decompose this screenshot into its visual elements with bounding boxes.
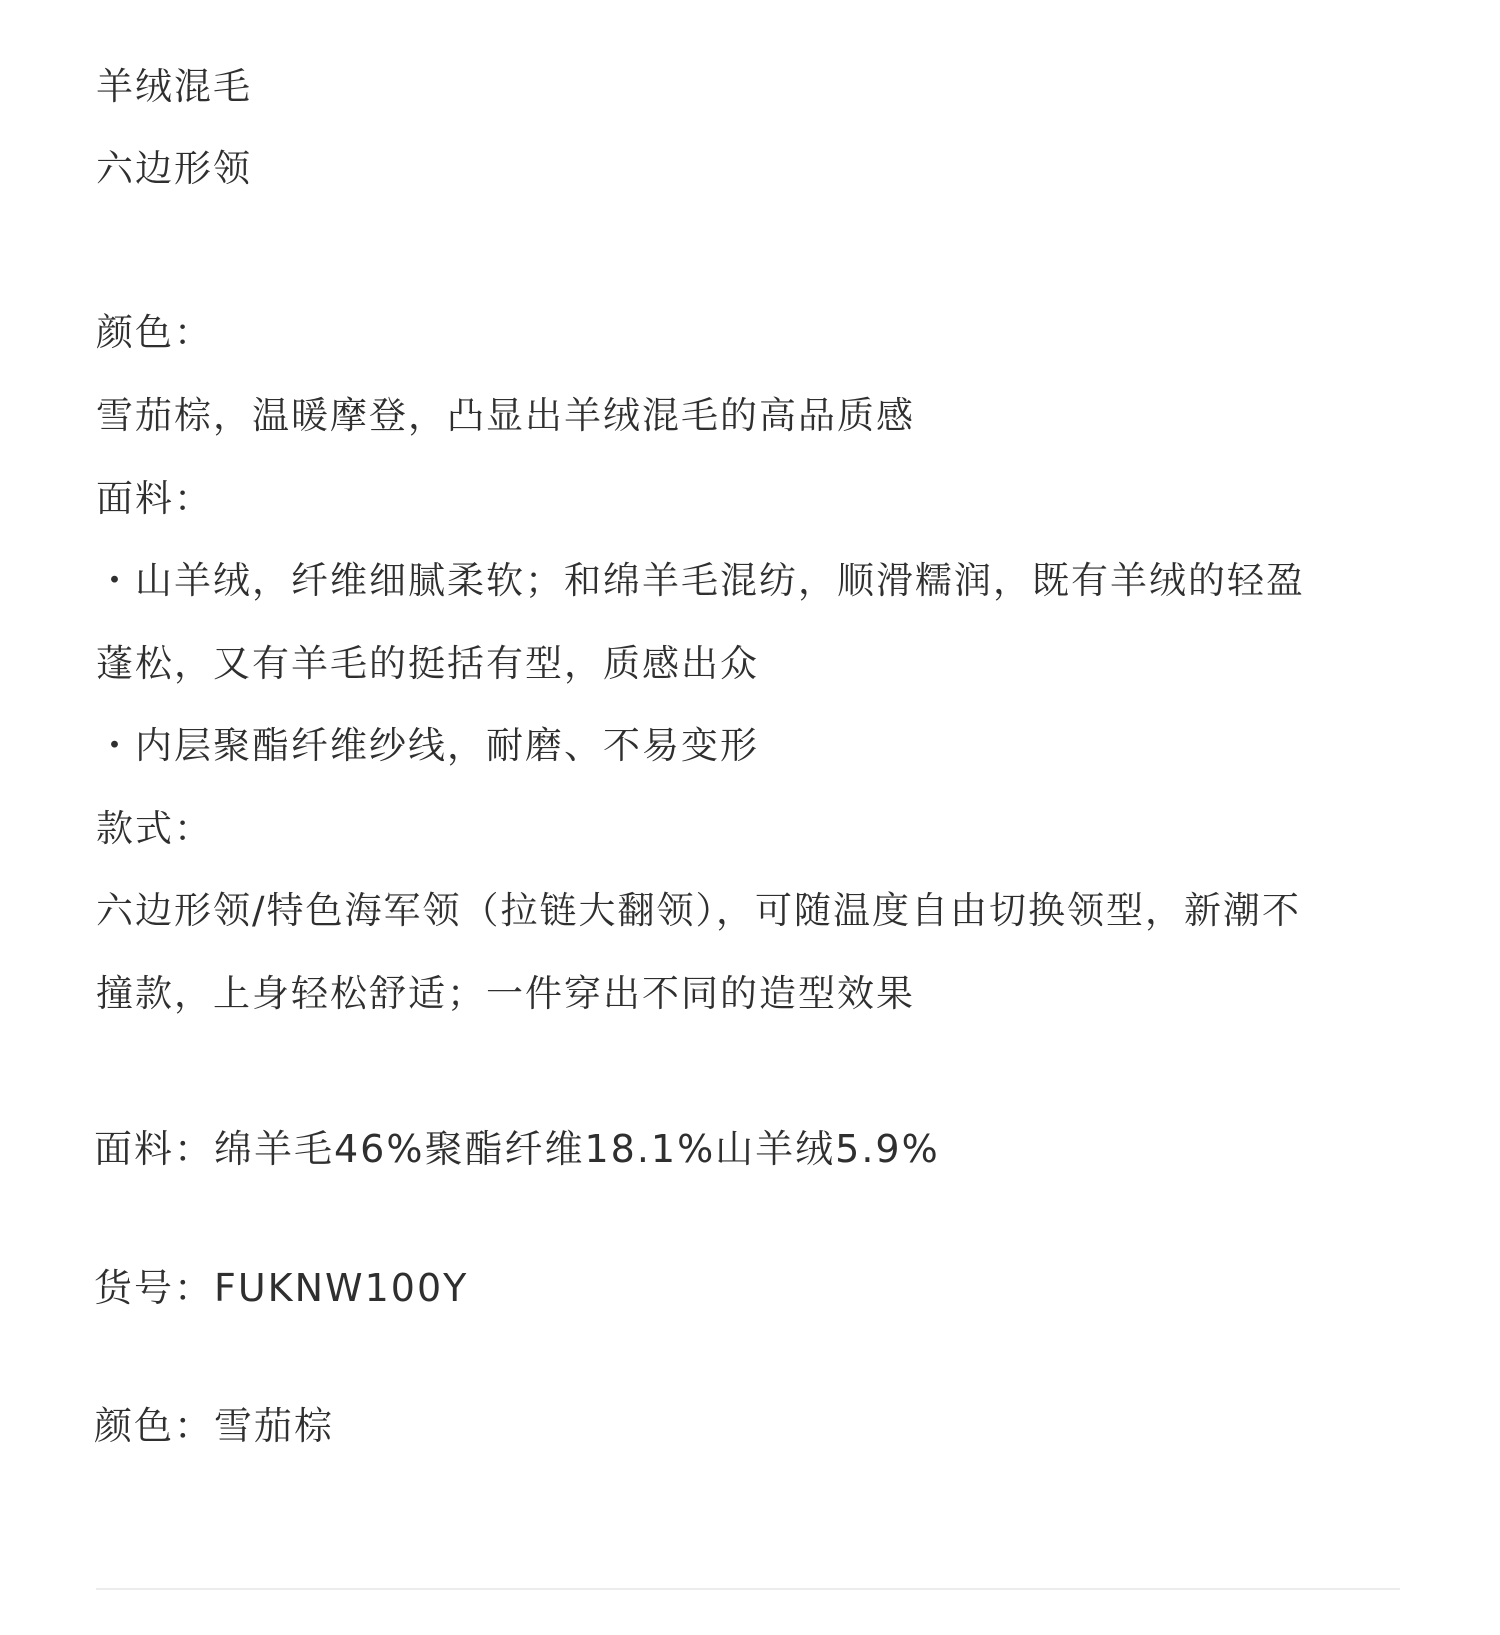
style-description-line-1: 六边形领/特色海军领（拉链大翻领），可随温度自由切换领型，新潮不 xyxy=(96,889,1301,932)
title-line-1: 羊绒混毛 xyxy=(96,65,252,108)
section-divider xyxy=(96,1588,1400,1590)
spec-item-number: 货号：FUKNW100Y xyxy=(94,1266,469,1310)
style-description-line-2: 撞款，上身轻松舒适；一件穿出不同的造型效果 xyxy=(96,972,915,1015)
style-heading: 款式： xyxy=(96,807,213,850)
spec-color: 颜色：雪茄棕 xyxy=(94,1404,335,1448)
fabric-heading: 面料： xyxy=(96,477,213,520)
fabric-point-1-line-1: ・山羊绒，纤维细腻柔软；和绵羊毛混纺，顺滑糯润，既有羊绒的轻盈 xyxy=(96,559,1305,602)
color-heading: 颜色： xyxy=(96,311,213,354)
fabric-point-2: ・内层聚酯纤维纱线，耐磨、不易变形 xyxy=(96,724,759,767)
title-line-2: 六边形领 xyxy=(96,147,252,190)
color-description: 雪茄棕，温暖摩登，凸显出羊绒混毛的高品质感 xyxy=(96,394,915,437)
spec-fabric: 面料：绵羊毛46%聚酯纤维18.1%山羊绒5.9% xyxy=(94,1127,940,1171)
fabric-point-1-line-2: 蓬松，又有羊毛的挺括有型，质感出众 xyxy=(96,642,759,685)
